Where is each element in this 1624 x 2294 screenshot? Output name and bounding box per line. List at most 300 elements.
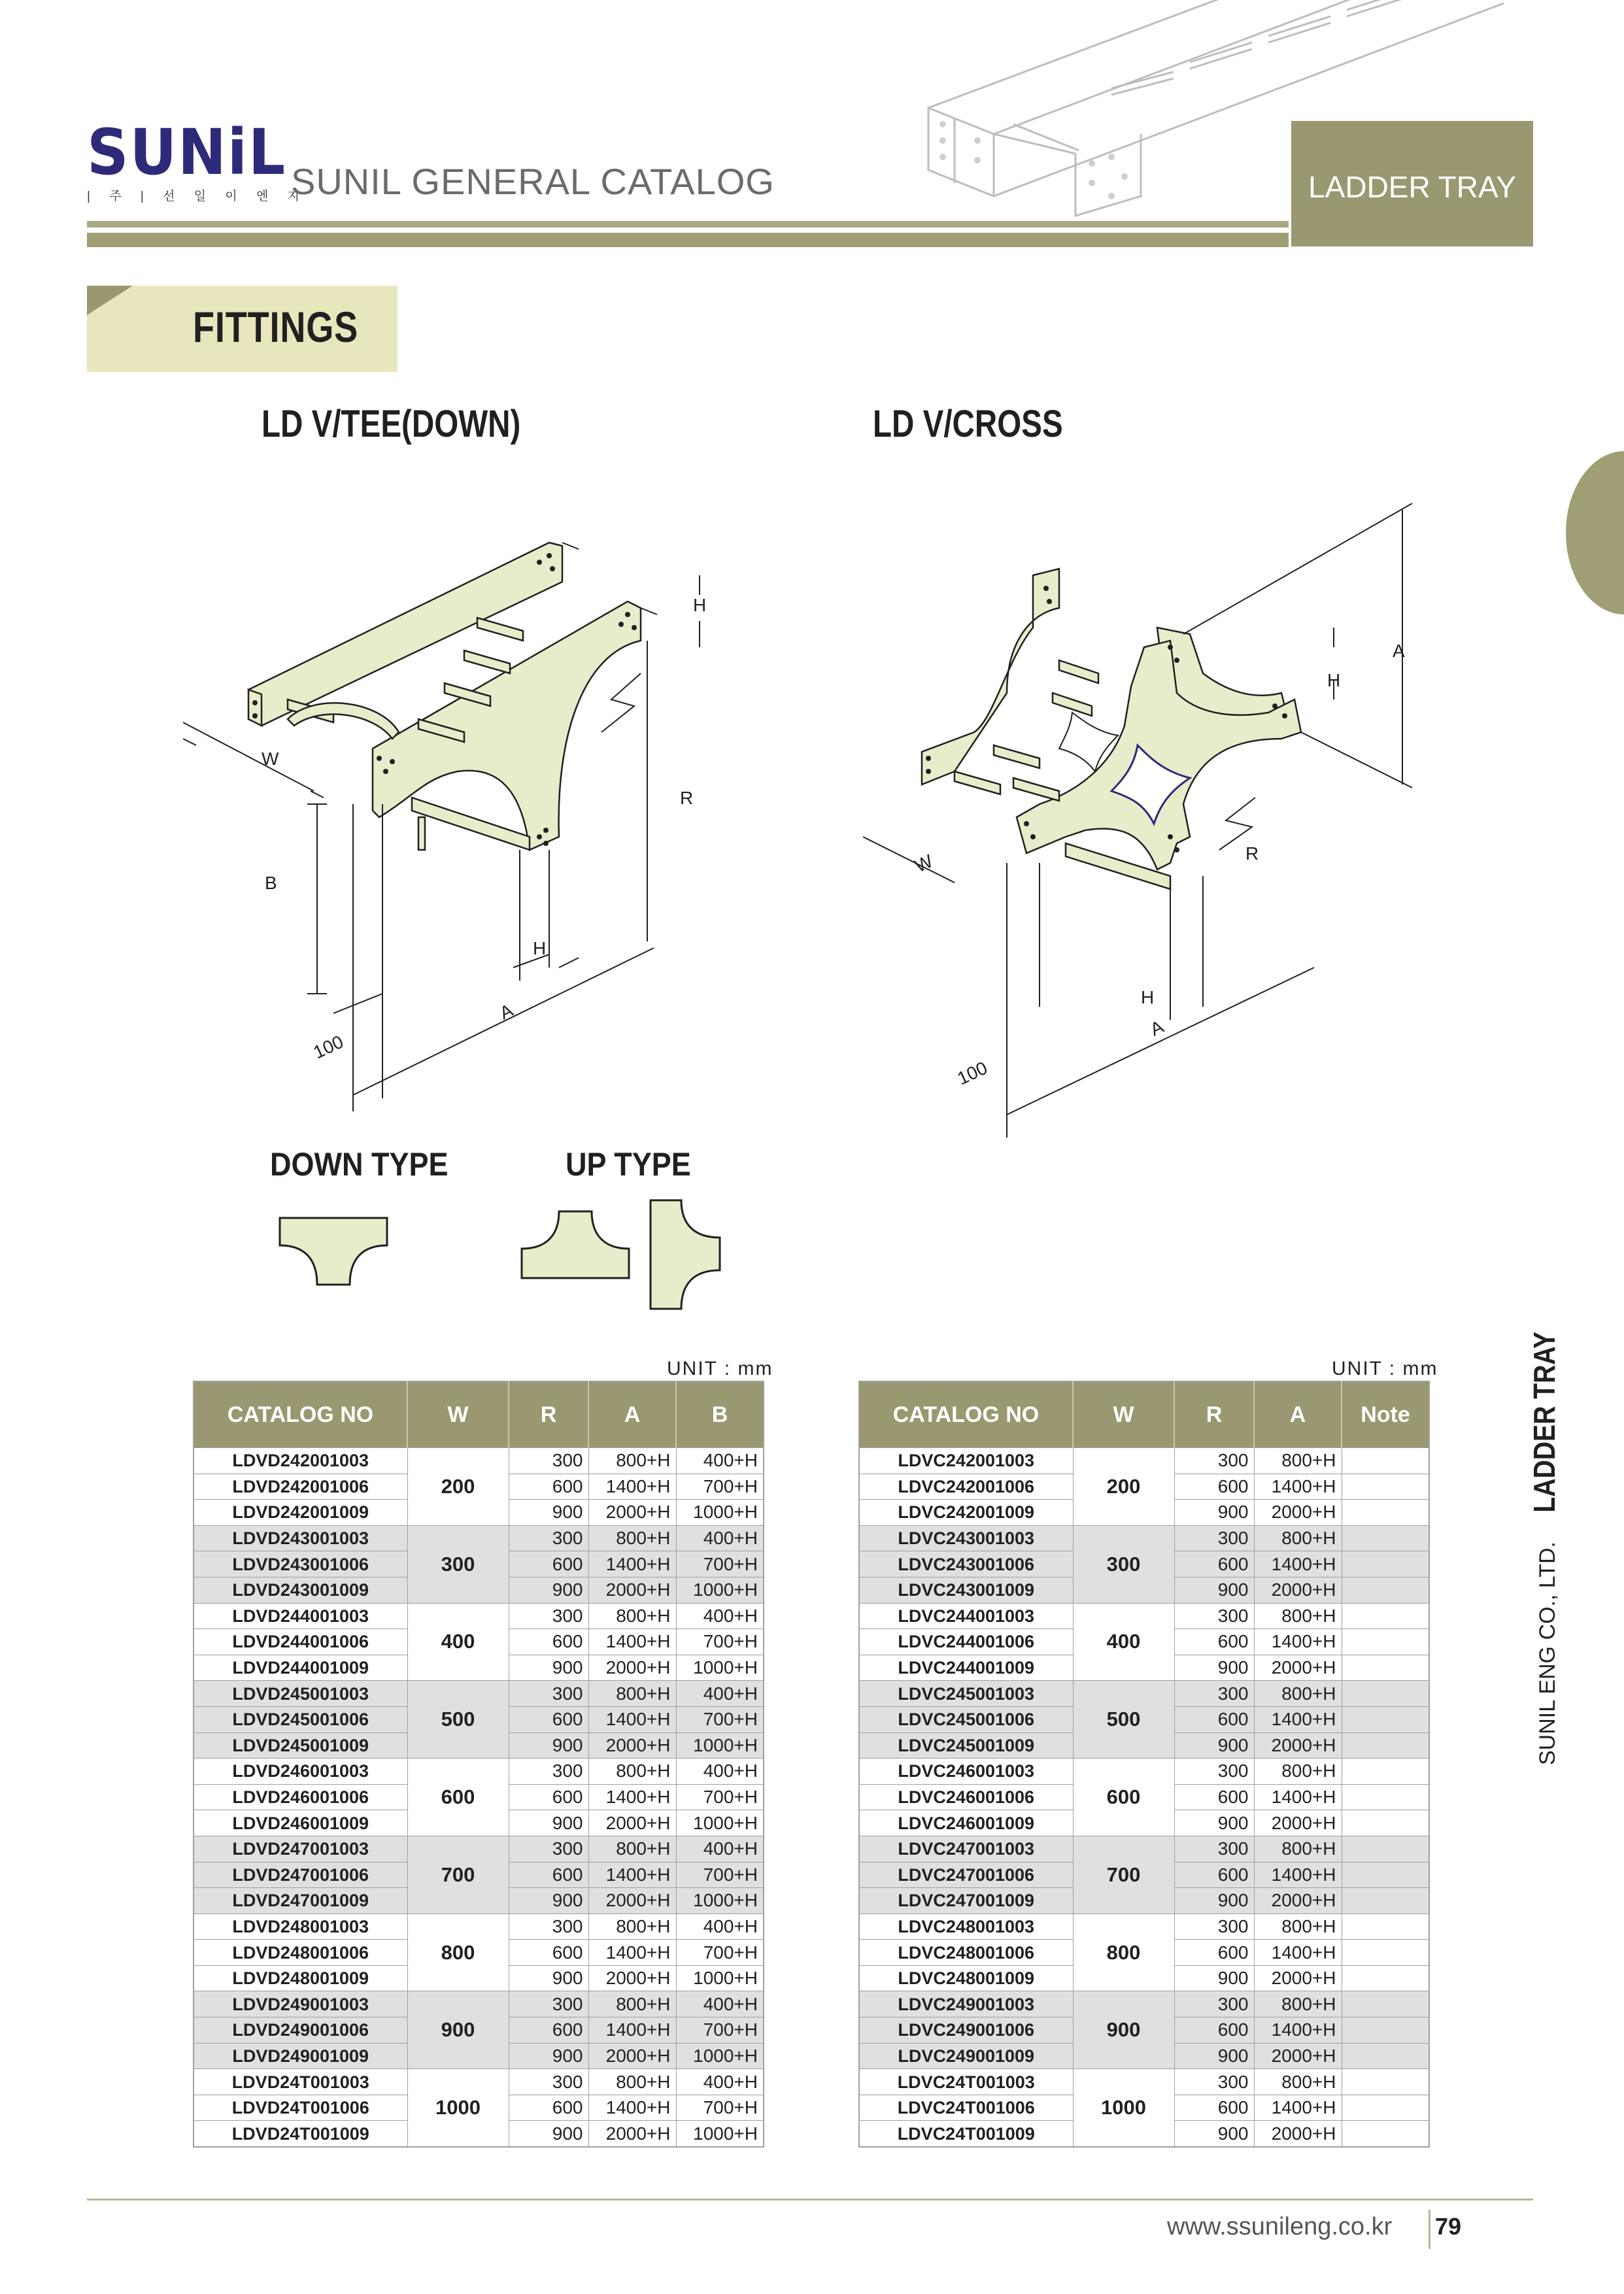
catalog-no-cell: LDVC249001006	[859, 2017, 1073, 2044]
catalog-no-cell: LDVC24T001006	[859, 2095, 1073, 2121]
width-cell: 200	[1073, 1448, 1174, 1526]
a-cell: 2000+H	[1254, 1577, 1342, 1603]
catalog-no-cell: LDVD24T001006	[194, 2095, 407, 2121]
side-vertical-caption	[1527, 1316, 1562, 1765]
b-cell: 700+H	[676, 1940, 764, 1966]
catalog-no-cell: LDVC248001003	[859, 1914, 1073, 1940]
tee-fitting-drawing	[183, 523, 732, 1111]
r-cell: 300	[509, 1681, 588, 1707]
note-cell	[1342, 1940, 1429, 1966]
note-cell	[1342, 1914, 1429, 1940]
a-cell: 800+H	[1254, 1914, 1342, 1940]
b-cell: 700+H	[676, 2095, 764, 2121]
tee-title: LD V/TEE(DOWN)	[262, 403, 521, 445]
a-cell: 800+H	[1254, 1603, 1342, 1629]
cross-dim-w: W	[911, 851, 936, 877]
catalog-no-cell: LDVD247001003	[194, 1836, 407, 1862]
note-cell	[1342, 1551, 1429, 1577]
a-cell: 2000+H	[588, 1732, 676, 1759]
width-cell: 900	[1073, 1991, 1174, 2069]
table-row	[194, 1914, 764, 1940]
note-cell	[1342, 2095, 1429, 2121]
width-cell: 500	[1073, 1681, 1174, 1759]
r-cell: 600	[1174, 1940, 1254, 1966]
b-cell: 400+H	[676, 1836, 764, 1862]
note-cell	[1342, 2017, 1429, 2044]
catalog-no-cell: LDVC243001006	[859, 1551, 1073, 1577]
a-cell: 2000+H	[588, 1655, 676, 1681]
a-cell: 800+H	[1254, 1681, 1342, 1707]
b-cell: 400+H	[676, 1991, 764, 2017]
catalog-no-cell: LDVC24T001003	[859, 2069, 1073, 2095]
table-row	[859, 1836, 1429, 1862]
a-cell: 1400+H	[1254, 1784, 1342, 1810]
r-cell: 300	[1174, 1836, 1254, 1862]
cross-spec-table	[858, 1381, 1430, 2148]
r-cell: 600	[509, 1629, 588, 1655]
a-cell: 1400+H	[588, 1940, 676, 1966]
r-cell: 900	[509, 2043, 588, 2069]
a-cell: 2000+H	[1254, 2043, 1342, 2069]
r-cell: 600	[1174, 1629, 1254, 1655]
catalog-no-cell: LDVD246001006	[194, 1784, 407, 1810]
catalog-no-cell: LDVD247001009	[194, 1888, 407, 1914]
r-cell: 300	[509, 1914, 588, 1940]
side-company: SUNIL ENG CO., LTD.	[1535, 1542, 1560, 1765]
catalog-no-cell: LDVC243001009	[859, 1577, 1073, 1603]
catalog-no-cell: LDVC246001009	[859, 1810, 1073, 1836]
catalog-no-cell: LDVC242001006	[859, 1474, 1073, 1500]
a-cell: 800+H	[588, 1448, 676, 1474]
a-cell: 800+H	[1254, 1448, 1342, 1474]
r-cell: 300	[1174, 1759, 1254, 1785]
r-cell: 900	[1174, 2121, 1254, 2147]
catalog-no-cell: LDVC244001009	[859, 1655, 1073, 1681]
table-row	[859, 2069, 1429, 2095]
note-cell	[1342, 1759, 1429, 1785]
note-cell	[1342, 1474, 1429, 1500]
page-number: 79	[1435, 2213, 1462, 2240]
tee-dim-offset: 100	[310, 1031, 347, 1063]
catalog-no-cell: LDVD246001003	[194, 1759, 407, 1785]
table-row	[859, 1991, 1429, 2017]
table-row	[859, 1681, 1429, 1707]
catalog-no-cell: LDVD243001006	[194, 1551, 407, 1577]
r-cell: 900	[509, 1577, 588, 1603]
footer-separator	[1429, 2210, 1430, 2249]
table-row	[859, 1448, 1429, 1474]
catalog-no-cell: LDVC246001006	[859, 1784, 1073, 1810]
a-cell: 2000+H	[1254, 1655, 1342, 1681]
section-banner-corner	[87, 286, 133, 315]
catalog-no-cell: LDVD24T001003	[194, 2069, 407, 2095]
b-cell: 700+H	[676, 1784, 764, 1810]
r-cell: 300	[1174, 1681, 1254, 1707]
b-cell: 700+H	[676, 1706, 764, 1732]
width-cell: 1000	[407, 2069, 509, 2147]
a-cell: 800+H	[1254, 1836, 1342, 1862]
r-cell: 600	[509, 1784, 588, 1810]
table-row	[859, 1525, 1429, 1551]
r-cell: 300	[1174, 1603, 1254, 1629]
r-cell: 600	[1174, 2095, 1254, 2121]
b-cell: 1000+H	[676, 2121, 764, 2147]
tee-dim-a: A	[496, 1000, 516, 1024]
cross-fitting-drawing	[863, 497, 1451, 1138]
b-cell: 1000+H	[676, 1655, 764, 1681]
r-cell: 900	[1174, 1500, 1254, 1526]
table-row	[194, 1991, 764, 2017]
width-cell: 400	[407, 1603, 509, 1681]
r-cell: 600	[509, 1474, 588, 1500]
cross-dim-h-top: H	[1327, 670, 1341, 690]
r-cell: 300	[509, 1525, 588, 1551]
a-cell: 2000+H	[588, 1810, 676, 1836]
r-cell: 900	[1174, 1810, 1254, 1836]
width-cell: 300	[407, 1525, 509, 1603]
a-cell: 1400+H	[1254, 2095, 1342, 2121]
cross-dim-a-side: A	[1393, 641, 1405, 661]
r-cell: 300	[509, 1759, 588, 1785]
width-cell: 600	[407, 1759, 509, 1836]
r-cell: 600	[1174, 1784, 1254, 1810]
tee-dim-h-top: H	[693, 595, 707, 615]
category-tab	[1291, 121, 1533, 246]
col-header-b: B	[676, 1381, 764, 1448]
up-type-label: UP TYPE	[566, 1146, 691, 1183]
r-cell: 600	[1174, 1706, 1254, 1732]
r-cell: 300	[1174, 1448, 1254, 1474]
b-cell: 400+H	[676, 1681, 764, 1707]
table-row	[859, 1603, 1429, 1629]
catalog-no-cell: LDVC249001003	[859, 1991, 1073, 2017]
a-cell: 2000+H	[588, 1965, 676, 1991]
catalog-no-cell: LDVC248001006	[859, 1940, 1073, 1966]
width-cell: 700	[1073, 1836, 1174, 1914]
col-header-catalog-no: CATALOG NO	[859, 1381, 1073, 1448]
catalog-no-cell: LDVC244001006	[859, 1629, 1073, 1655]
a-cell: 800+H	[588, 1914, 676, 1940]
r-cell: 600	[1174, 1862, 1254, 1888]
col-header-a: A	[1254, 1381, 1342, 1448]
a-cell: 800+H	[588, 1836, 676, 1862]
catalog-no-cell: LDVD248001003	[194, 1914, 407, 1940]
down-type-icon	[278, 1216, 389, 1288]
catalog-no-cell: LDVC24T001009	[859, 2121, 1073, 2147]
note-cell	[1342, 1500, 1429, 1526]
note-cell	[1342, 1991, 1429, 2017]
side-category: LADDER TRAY	[1527, 1332, 1561, 1513]
a-cell: 2000+H	[588, 2043, 676, 2069]
a-cell: 1400+H	[1254, 1862, 1342, 1888]
a-cell: 2000+H	[1254, 1732, 1342, 1759]
a-cell: 800+H	[588, 1603, 676, 1629]
r-cell: 300	[1174, 1991, 1254, 2017]
r-cell: 900	[509, 1732, 588, 1759]
catalog-no-cell: LDVD24T001009	[194, 2121, 407, 2147]
a-cell: 1400+H	[588, 1862, 676, 1888]
catalog-no-cell: LDVD242001006	[194, 1474, 407, 1500]
b-cell: 400+H	[676, 1603, 764, 1629]
table-row	[194, 1603, 764, 1629]
a-cell: 2000+H	[1254, 2121, 1342, 2147]
note-cell	[1342, 1603, 1429, 1629]
page-edge-tab	[1566, 451, 1624, 615]
header-rule-thin	[87, 221, 1289, 228]
header-rule-thick	[87, 233, 1289, 247]
catalog-no-cell: LDVD249001009	[194, 2043, 407, 2069]
a-cell: 1400+H	[1254, 1940, 1342, 1966]
note-cell	[1342, 2043, 1429, 2069]
table-row	[194, 1836, 764, 1862]
r-cell: 900	[509, 1965, 588, 1991]
col-header-r: R	[509, 1381, 588, 1448]
b-cell: 700+H	[676, 1862, 764, 1888]
note-cell	[1342, 1836, 1429, 1862]
a-cell: 2000+H	[1254, 1965, 1342, 1991]
b-cell: 1000+H	[676, 1732, 764, 1759]
r-cell: 600	[509, 1706, 588, 1732]
up-type-icon-flat	[520, 1209, 631, 1281]
footer-rule	[87, 2199, 1533, 2201]
b-cell: 1000+H	[676, 1965, 764, 1991]
a-cell: 1400+H	[588, 2017, 676, 2044]
note-cell	[1342, 1629, 1429, 1655]
catalog-no-cell: LDVC249001009	[859, 2043, 1073, 2069]
catalog-no-cell: LDVD245001003	[194, 1681, 407, 1707]
catalog-no-cell: LDVC247001009	[859, 1888, 1073, 1914]
a-cell: 1400+H	[1254, 1629, 1342, 1655]
a-cell: 1400+H	[1254, 2017, 1342, 2044]
section-title: FITTINGS	[193, 303, 359, 351]
a-cell: 1400+H	[1254, 1551, 1342, 1577]
b-cell: 1000+H	[676, 2043, 764, 2069]
a-cell: 1400+H	[588, 1784, 676, 1810]
category-tab-label: LADDER TRAY	[1308, 170, 1516, 204]
catalog-no-cell: LDVC245001006	[859, 1706, 1073, 1732]
a-cell: 1400+H	[1254, 1706, 1342, 1732]
r-cell: 900	[1174, 1965, 1254, 1991]
company-logo	[87, 116, 307, 206]
col-header-w: W	[1073, 1381, 1174, 1448]
a-cell: 800+H	[588, 1681, 676, 1707]
a-cell: 2000+H	[1254, 1888, 1342, 1914]
r-cell: 900	[1174, 1732, 1254, 1759]
r-cell: 900	[509, 1888, 588, 1914]
note-cell	[1342, 1577, 1429, 1603]
note-cell	[1342, 1965, 1429, 1991]
width-cell: 300	[1073, 1525, 1174, 1603]
col-header-catalog-no: CATALOG NO	[194, 1381, 407, 1448]
note-cell	[1342, 1525, 1429, 1551]
catalog-no-cell: LDVD246001009	[194, 1810, 407, 1836]
catalog-no-cell: LDVC244001003	[859, 1603, 1073, 1629]
catalog-no-cell: LDVC247001006	[859, 1862, 1073, 1888]
note-cell	[1342, 1448, 1429, 1474]
width-cell: 800	[407, 1914, 509, 1991]
a-cell: 800+H	[1254, 1525, 1342, 1551]
note-cell	[1342, 1706, 1429, 1732]
r-cell: 900	[1174, 1577, 1254, 1603]
r-cell: 300	[509, 1603, 588, 1629]
r-cell: 300	[509, 1991, 588, 2017]
r-cell: 300	[1174, 1525, 1254, 1551]
cross-dim-r: R	[1245, 843, 1259, 864]
note-cell	[1342, 1862, 1429, 1888]
cross-dim-h-bottom: H	[1141, 987, 1155, 1007]
width-cell: 500	[407, 1681, 509, 1759]
cross-table-body	[859, 1448, 1429, 2148]
tee-spec-table	[193, 1381, 764, 2148]
a-cell: 1400+H	[1254, 1474, 1342, 1500]
r-cell: 600	[509, 2095, 588, 2121]
a-cell: 1400+H	[588, 1629, 676, 1655]
table-row	[859, 1759, 1429, 1785]
a-cell: 2000+H	[1254, 1500, 1342, 1526]
r-cell: 600	[509, 1940, 588, 1966]
width-cell: 200	[407, 1448, 509, 1526]
width-cell: 800	[1073, 1914, 1174, 1991]
a-cell: 1400+H	[588, 1706, 676, 1732]
a-cell: 2000+H	[588, 1500, 676, 1526]
catalog-no-cell: LDVC245001009	[859, 1732, 1073, 1759]
tee-dim-w: W	[262, 749, 279, 769]
up-type-icon-side	[649, 1198, 722, 1311]
width-cell: 900	[407, 1991, 509, 2069]
catalog-no-cell: LDVD244001009	[194, 1655, 407, 1681]
note-cell	[1342, 1681, 1429, 1707]
r-cell: 300	[1174, 1914, 1254, 1940]
b-cell: 1000+H	[676, 1500, 764, 1526]
a-cell: 2000+H	[588, 1888, 676, 1914]
a-cell: 800+H	[1254, 1759, 1342, 1785]
col-header-a: A	[588, 1381, 676, 1448]
cross-table-unit: UNIT : mm	[1332, 1358, 1438, 1379]
b-cell: 400+H	[676, 1525, 764, 1551]
col-header-w: W	[407, 1381, 509, 1448]
r-cell: 900	[509, 1655, 588, 1681]
a-cell: 2000+H	[588, 2121, 676, 2147]
b-cell: 400+H	[676, 1914, 764, 1940]
catalog-no-cell: LDVC246001003	[859, 1759, 1073, 1785]
catalog-no-cell: LDVD242001009	[194, 1500, 407, 1526]
r-cell: 600	[1174, 1551, 1254, 1577]
r-cell: 600	[1174, 2017, 1254, 2044]
r-cell: 300	[1174, 2069, 1254, 2095]
a-cell: 2000+H	[588, 1577, 676, 1603]
width-cell: 1000	[1073, 2069, 1174, 2147]
catalog-no-cell: LDVD243001009	[194, 1577, 407, 1603]
note-cell	[1342, 2121, 1429, 2147]
table-row	[194, 1525, 764, 1551]
r-cell: 300	[509, 1836, 588, 1862]
catalog-title: SUNIL GENERAL CATALOG	[291, 161, 775, 202]
table-row	[194, 2069, 764, 2095]
a-cell: 2000+H	[1254, 1810, 1342, 1836]
catalog-no-cell: LDVC242001003	[859, 1448, 1073, 1474]
b-cell: 1000+H	[676, 1888, 764, 1914]
table-row	[194, 1448, 764, 1474]
a-cell: 800+H	[1254, 1991, 1342, 2017]
a-cell: 800+H	[588, 1525, 676, 1551]
b-cell: 1000+H	[676, 1577, 764, 1603]
note-cell	[1342, 1732, 1429, 1759]
r-cell: 600	[509, 1551, 588, 1577]
catalog-no-cell: LDVD243001003	[194, 1525, 407, 1551]
catalog-no-cell: LDVD249001003	[194, 1991, 407, 2017]
b-cell: 400+H	[676, 1448, 764, 1474]
a-cell: 800+H	[588, 1759, 676, 1785]
r-cell: 600	[1174, 1474, 1254, 1500]
r-cell: 900	[1174, 1888, 1254, 1914]
b-cell: 700+H	[676, 1551, 764, 1577]
logo-subtitle: | 주 | 선 일 이 엔 지	[87, 190, 307, 203]
catalog-no-cell: LDVD247001006	[194, 1862, 407, 1888]
b-cell: 700+H	[676, 1629, 764, 1655]
tee-dim-h-bottom: H	[533, 938, 547, 958]
note-cell	[1342, 1784, 1429, 1810]
catalog-no-cell: LDVD248001006	[194, 1940, 407, 1966]
a-cell: 800+H	[1254, 2069, 1342, 2095]
b-cell: 1000+H	[676, 1810, 764, 1836]
tee-table-unit: UNIT : mm	[667, 1358, 773, 1379]
note-cell	[1342, 1888, 1429, 1914]
catalog-no-cell: LDVC243001003	[859, 1525, 1073, 1551]
b-cell: 400+H	[676, 2069, 764, 2095]
r-cell: 300	[509, 1448, 588, 1474]
catalog-no-cell: LDVD244001006	[194, 1629, 407, 1655]
r-cell: 300	[509, 2069, 588, 2095]
r-cell: 600	[509, 1862, 588, 1888]
table-row	[194, 1681, 764, 1707]
catalog-no-cell: LDVD249001006	[194, 2017, 407, 2044]
catalog-no-cell: LDVD242001003	[194, 1448, 407, 1474]
r-cell: 900	[509, 1500, 588, 1526]
width-cell: 700	[407, 1836, 509, 1914]
catalog-no-cell: LDVC248001009	[859, 1965, 1073, 1991]
a-cell: 1400+H	[588, 1474, 676, 1500]
a-cell: 800+H	[588, 1991, 676, 2017]
r-cell: 900	[1174, 1655, 1254, 1681]
catalog-no-cell: LDVC242001009	[859, 1500, 1073, 1526]
a-cell: 1400+H	[588, 1551, 676, 1577]
width-cell: 400	[1073, 1603, 1174, 1681]
r-cell: 900	[1174, 2043, 1254, 2069]
tee-dim-b: B	[265, 873, 277, 893]
catalog-no-cell: LDVC247001003	[859, 1836, 1073, 1862]
a-cell: 800+H	[588, 2069, 676, 2095]
r-cell: 600	[509, 2017, 588, 2044]
a-cell: 1400+H	[588, 2095, 676, 2121]
r-cell: 900	[509, 2121, 588, 2147]
cross-title: LD V/CROSS	[873, 403, 1063, 445]
logo-wordmark: SUNiL	[87, 116, 286, 189]
note-cell	[1342, 1655, 1429, 1681]
b-cell: 700+H	[676, 1474, 764, 1500]
b-cell: 400+H	[676, 1759, 764, 1785]
cross-dim-a: A	[1147, 1016, 1167, 1040]
down-type-label: DOWN TYPE	[270, 1146, 448, 1183]
catalog-no-cell: LDVD245001009	[194, 1732, 407, 1759]
tee-table-body	[194, 1448, 764, 2148]
cross-dim-offset: 100	[954, 1057, 990, 1089]
catalog-no-cell: LDVC245001003	[859, 1681, 1073, 1707]
table-row	[859, 1914, 1429, 1940]
note-cell	[1342, 1810, 1429, 1836]
footer-website-link[interactable]: www.ssunileng.co.kr	[1167, 2213, 1393, 2240]
catalog-no-cell: LDVD244001003	[194, 1603, 407, 1629]
col-header-r: R	[1174, 1381, 1254, 1448]
